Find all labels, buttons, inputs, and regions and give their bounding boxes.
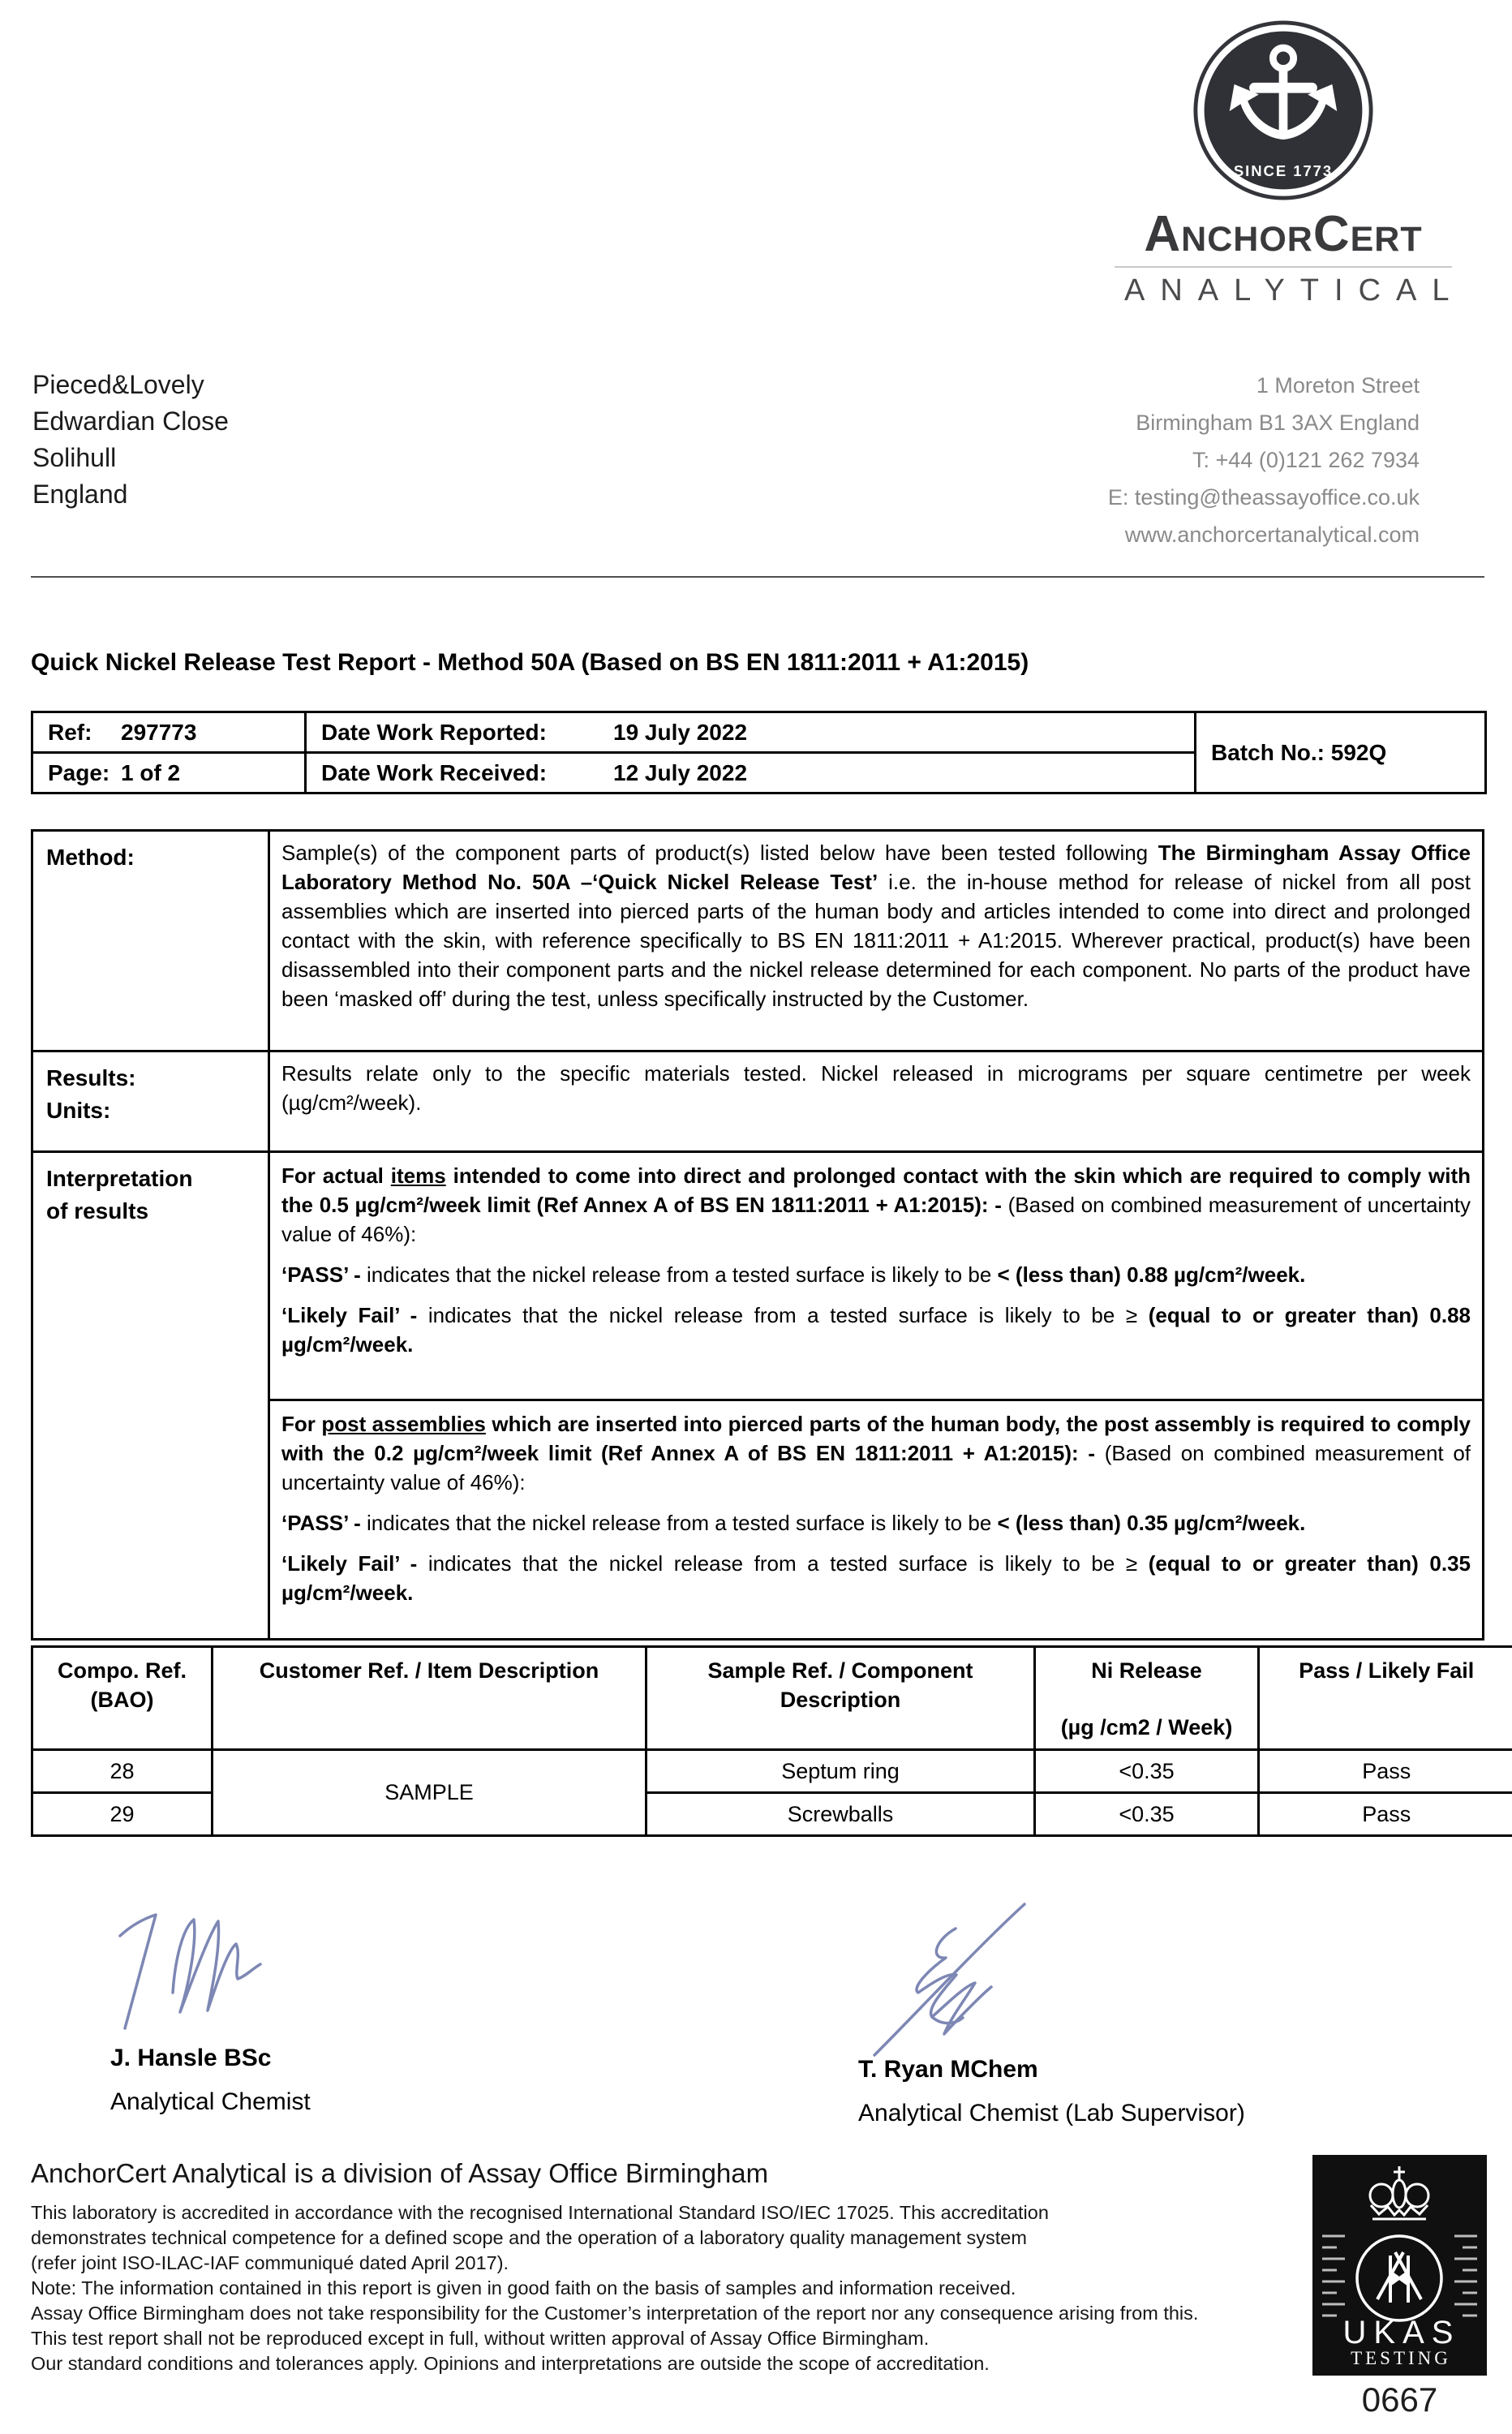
interpretation-skin-items [270, 1153, 1482, 1401]
footer-line: Note: The information contained in this report is given in good faith on the basis of samples and information received. [31, 2277, 1016, 2299]
cell-sample-ref: Screwballs [646, 1793, 1035, 1836]
interpretation-post-assemblies [270, 1401, 1482, 1638]
method-label: Method: [32, 831, 269, 1051]
header-ni-release-unit: (µg /cm2 / Week) [1060, 1715, 1233, 1739]
customer-address-line: England [32, 479, 128, 509]
post-limit-paragraph [281, 1409, 1471, 1497]
seg: ‘Likely Fail’ - [281, 1551, 428, 1576]
seg: ‘PASS’ - [281, 1511, 367, 1535]
brand-divider [1115, 266, 1452, 268]
cell-compo-ref: 29 [32, 1793, 213, 1836]
ref-label: Ref: [48, 719, 92, 745]
footer-line: (refer joint ISO-ILAC-IAF communiqué dated April 2017). [31, 2252, 509, 2273]
seg: < (less than) 0.88 µg/cm²/week. [997, 1262, 1306, 1287]
header-compo-ref [32, 1647, 213, 1750]
footer-disclaimer [31, 2200, 1198, 2376]
header-customer-ref: Customer Ref. / Item Description [213, 1647, 646, 1750]
seg-underlined: post assemblies [321, 1412, 486, 1436]
method-seg1: Sample(s) of the component parts of product(s) listed below have been tested following [281, 841, 1158, 865]
footer-line: demonstrates technical competence for a defined scope and the operation of a laboratory quality management system [31, 2227, 1027, 2248]
method-text [269, 831, 1484, 1051]
since-1773-label: SINCE 1773 [1233, 161, 1334, 179]
interpretation-cell [269, 1152, 1484, 1640]
cell-customer-ref: SAMPLE [213, 1750, 646, 1836]
cell-result: Pass [1259, 1793, 1512, 1836]
signature-ryan [852, 1894, 1095, 2065]
customer-address-line: Solihull [32, 443, 117, 472]
ukas-accreditation-number: 0667 [1361, 2380, 1438, 2419]
method-seg2: The Birmingham Assay Office Laboratory Method No. 50A –‘Quick Nickel Release Test’ [281, 841, 1471, 894]
seg-underlined: items [390, 1163, 446, 1188]
date-reported-label: Date Work Reported: [321, 719, 547, 745]
page-label: Page: [48, 759, 110, 785]
batch-number-cell: Batch No.: 592Q [1196, 712, 1486, 793]
seg: ‘Likely Fail’ - [281, 1303, 428, 1327]
lab-address-line: Birmingham B1 3AX England [1136, 411, 1420, 435]
seg: (Based on combined measurement of uncertainty value of 46%): [281, 1441, 1471, 1494]
ref-value: 297773 [121, 719, 197, 745]
date-reported-cell [306, 712, 1196, 753]
header-compo-ref-line2: (BAO) [90, 1688, 154, 1712]
table-row [32, 1750, 1512, 1793]
results-units-label [32, 1051, 269, 1152]
header-sample-ref: Sample Ref. / Component Description [646, 1647, 1035, 1750]
anchorcert-logo [1113, 19, 1465, 308]
seg: indicates that the nickel release from a tested surface is likely to be ≥ [427, 1303, 1149, 1327]
skin-limit-paragraph [281, 1161, 1471, 1249]
seg: ‘PASS’ - [281, 1262, 367, 1287]
method-seg3: i.e. the in-house method for release of nickel from all post assemblies which are inserted into pierced parts of the human body and articles intended to come into direct and prolonged contact with the skin, with reference specifically to BS EN 1811:2011 + A1:2015. Wherever practical, product(s) have been disassembled into their component parts and the nickel release determined for each component. No parts of the product have been ‘masked off’ during the test, unless specifically instructed by the Customer. [281, 870, 1471, 1011]
method-table [31, 829, 1484, 1641]
lab-contact-details [892, 367, 1420, 553]
page-title: Quick Nickel Release Test Report - Method 50A (Based on BS EN 1811:2011 + A1:2015) [31, 649, 1029, 676]
lab-website: www.anchorcertanalytical.com [1124, 522, 1420, 547]
signatory-role: Analytical Chemist [110, 2088, 311, 2115]
footer-heading: AnchorCert Analytical is a division of Assay Office Birmingham [31, 2158, 769, 2188]
header-ni-release [1035, 1647, 1259, 1750]
footer-line: This test report shall not be reproduced except in full, without written approval of Assay Office Birmingham. [31, 2328, 930, 2349]
anchor-icon [1192, 19, 1374, 201]
cell-compo-ref: 28 [32, 1750, 213, 1793]
seg: indicates that the nickel release from a tested surface is likely to be ≥ [427, 1551, 1149, 1576]
seg: (equal to or greater than) 0.35 µg/cm²/week. [281, 1551, 1471, 1605]
seg: For actual [281, 1163, 391, 1188]
signatory-name: T. Ryan MChem [858, 2056, 1038, 2083]
page-cell [32, 753, 306, 793]
results-label: Results: [46, 1065, 136, 1090]
units-label: Units: [46, 1098, 111, 1123]
customer-address-line: Pieced&Lovely [32, 370, 204, 399]
customer-address [32, 367, 229, 513]
header-divider [31, 576, 1484, 578]
cell-result: Pass [1259, 1750, 1512, 1793]
brand-subtitle: ANALYTICAL [1124, 273, 1465, 307]
lab-address-line: 1 Moreton Street [1256, 373, 1420, 398]
date-reported-value: 19 July 2022 [613, 719, 748, 745]
seg: < (less than) 0.35 µg/cm²/week. [997, 1511, 1306, 1535]
seg: indicates that the nickel release from a tested surface is likely to be [367, 1262, 998, 1287]
footer-line: This laboratory is accredited in accordance with the recognised International Standard ISO/IEC 17025. This accreditation [31, 2202, 1049, 2223]
results-table [31, 1645, 1512, 1837]
results-units-text: Results relate only to the specific materials tested. Nickel released in micrograms per square centimetre per week (µg/cm²/week). [269, 1051, 1484, 1152]
ukas-testing-icon [1312, 2155, 1487, 2376]
lab-email: E: testing@theassayoffice.co.uk [1107, 485, 1420, 510]
seg: indicates that the nickel release from a tested surface is likely to be [367, 1511, 998, 1535]
footer-line: Assay Office Birmingham does not take responsibility for the Customer’s interpretation of the report nor any consequence arising from this. [31, 2303, 1199, 2324]
ukas-label: UKAS [1342, 2315, 1461, 2350]
header-compo-ref-line1: Compo. Ref. [58, 1658, 187, 1683]
page-value: 1 of 2 [121, 759, 181, 785]
seg: (Based on combined measurement of uncertainty value of 46%): [281, 1193, 1471, 1246]
cell-ni-release: <0.35 [1035, 1793, 1259, 1836]
ref-cell [32, 712, 306, 753]
results-table-header [32, 1647, 1512, 1750]
seg: For [281, 1412, 322, 1436]
seg: (equal to or greater than) 0.88 µg/cm²/week. [281, 1303, 1471, 1357]
ukas-testing-label: TESTING [1351, 2348, 1451, 2368]
interpretation-label-line2: of results [46, 1198, 149, 1223]
interpretation-label [32, 1152, 269, 1640]
customer-address-line: Edwardian Close [32, 406, 229, 436]
signatory-role: Analytical Chemist (Lab Supervisor) [858, 2100, 1245, 2127]
date-received-value: 12 July 2022 [613, 759, 748, 785]
lab-phone: T: +44 (0)121 262 7934 [1192, 448, 1420, 472]
seg: intended to come into direct and prolonged contact with the skin which are required to comply with the 0.5 µg/cm²/week limit (Ref Annex A of BS EN 1811:2011 + A1:2015): - [281, 1163, 1471, 1217]
signature-hansle [96, 1897, 339, 2043]
footer-line: Our standard conditions and tolerances apply. Opinions and interpretations are outside the scope of accreditation. [31, 2353, 990, 2374]
signatory-name: J. Hansle BSc [110, 2045, 272, 2071]
post-fail-definition [281, 1549, 1471, 1607]
header-pass-fail: Pass / Likely Fail [1259, 1647, 1512, 1750]
date-received-label: Date Work Received: [321, 759, 548, 785]
skin-fail-definition [281, 1301, 1471, 1359]
cell-ni-release: <0.35 [1035, 1750, 1259, 1793]
post-pass-definition [281, 1508, 1471, 1537]
date-received-cell [306, 753, 1196, 793]
seg: which are inserted into pierced parts of the human body, the post assembly is required to comply with the 0.2 µg/cm²/week limit (Ref Annex A of BS EN 1811:2011 + A1:2015): - [281, 1412, 1471, 1465]
header-ni-release-title: Ni Release [1091, 1658, 1202, 1683]
brand-name: AnchorCert [1144, 206, 1423, 262]
cell-sample-ref: Septum ring [646, 1750, 1035, 1793]
skin-pass-definition [281, 1260, 1471, 1289]
reference-table [31, 711, 1487, 794]
interpretation-label-line1: Interpretation [46, 1166, 193, 1191]
